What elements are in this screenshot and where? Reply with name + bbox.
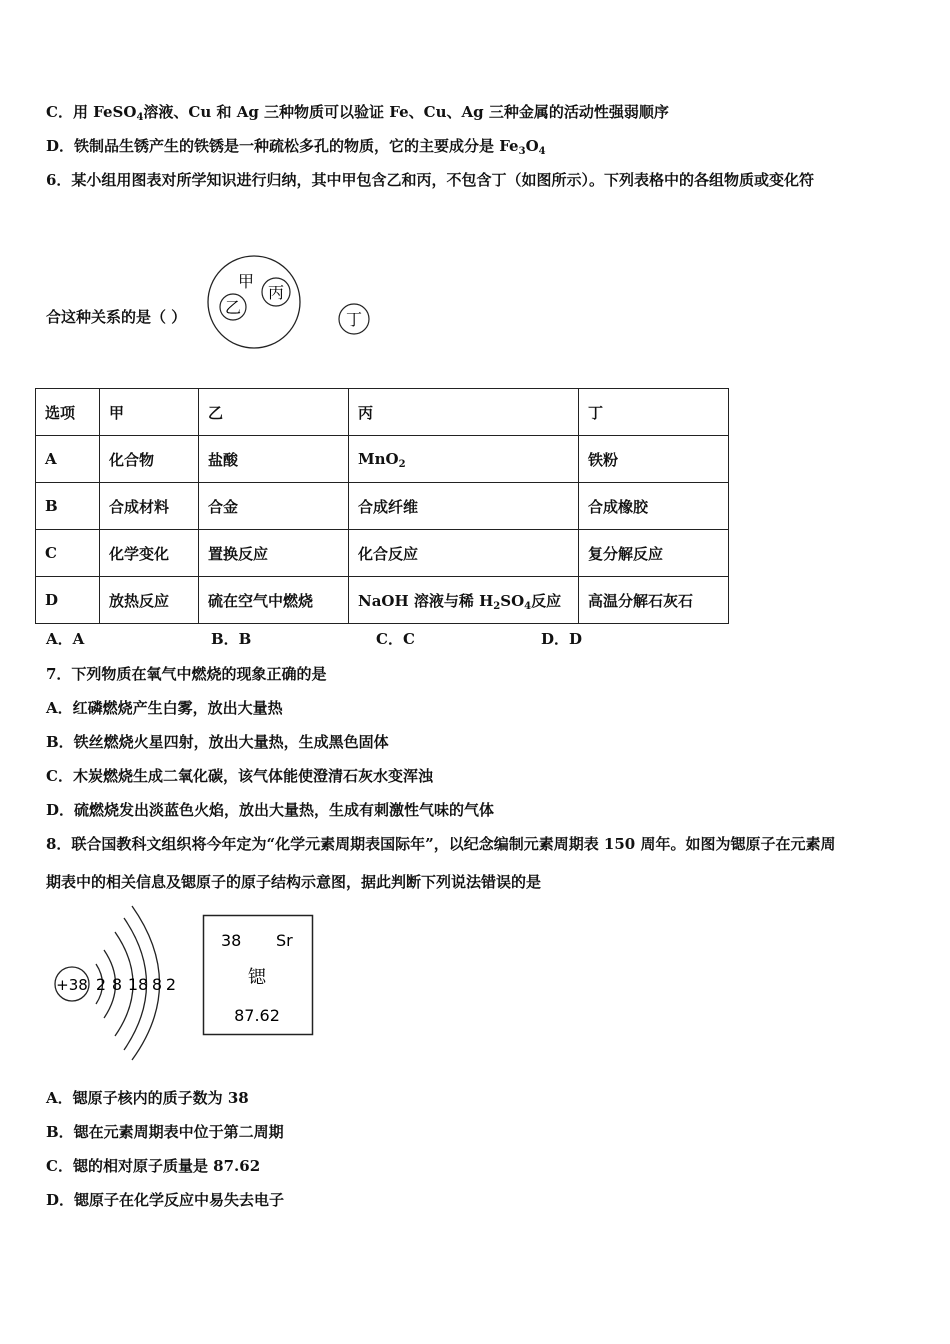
shell-electron-count: 2 — [95, 975, 107, 994]
cell-ding: 合成橡胶 — [579, 483, 729, 530]
question8-stem: 8．联合国教科文组织将今年定为“化学元素周期表国际年”，以纪念编制元素周期表 150 周年。如图为锶原子在元素周 — [46, 835, 836, 853]
header-cell: 乙 — [199, 389, 349, 436]
text-part: D．铁制品生锈产生的铁锈是一种疏松多孔的物质，它的主要成分是 Fe — [46, 137, 519, 155]
atomic-number: 38 — [221, 931, 242, 950]
cell-ding: 高温分解石灰石 — [579, 577, 729, 624]
question8-option-d[interactable]: D．锶原子在化学反应中易失去电子 — [46, 1191, 285, 1209]
cell-option: A — [36, 436, 100, 483]
element-symbol: Sr — [276, 931, 293, 950]
set-jia-label: 甲 — [238, 272, 255, 291]
shell-electron-count: 8 — [111, 975, 123, 994]
option-b[interactable]: B．B — [211, 630, 252, 648]
question5-option-d — [46, 136, 546, 156]
cell-yi: 置换反应 — [199, 530, 349, 577]
cell-bing: 化合反应 — [349, 530, 579, 577]
option-d[interactable]: D．D — [541, 630, 583, 648]
atom-structure-diagram — [45, 900, 185, 1062]
table-header-row — [36, 389, 729, 436]
question8-option-b[interactable]: B．锶在元素周期表中位于第二周期 — [46, 1123, 284, 1141]
question5-option-c — [46, 102, 669, 122]
text-part: MnO — [358, 450, 399, 468]
text-part: C．用 FeSO — [46, 103, 137, 121]
question7-option-b[interactable]: B．铁丝燃烧火星四射，放出大量热，生成黑色固体 — [46, 733, 389, 751]
question6-stem: 6．某小组用图表对所学知识进行归纳，其中甲包含乙和丙，不包含丁（如图所示）。下列表格中的各组物质或变化符 — [46, 171, 814, 189]
cell-yi: 硫在空气中燃烧 — [199, 577, 349, 624]
question8-stem-continued: 期表中的相关信息及锶原子的原子结构示意图，据此判断下列说法错误的是 — [46, 873, 542, 891]
cell-option: D — [36, 577, 100, 624]
subscript: 2 — [493, 600, 501, 612]
header-cell: 选项 — [36, 389, 100, 436]
subscript: 3 — [518, 146, 526, 157]
question6-stem-continued: 合这种关系的是（ ） — [46, 308, 187, 326]
cell-bing — [349, 577, 579, 624]
shell-electron-count: 18 — [127, 975, 149, 994]
question7-option-a[interactable]: A．红磷燃烧产生白雾，放出大量热 — [46, 699, 283, 717]
table-row — [36, 577, 729, 624]
text-part: O — [525, 137, 539, 155]
table-row — [36, 436, 729, 483]
subscript: 4 — [524, 600, 532, 612]
option-a[interactable]: A．A — [46, 630, 85, 648]
text-part: 溶液、Cu 和 Ag 三种物质可以验证 Fe、Cu、Ag 三种金属的活动性强弱顺序 — [143, 103, 669, 121]
option-c[interactable]: C．C — [376, 630, 415, 648]
question7-option-c[interactable]: C．木炭燃烧生成二氧化碳，该气体能使澄清石灰水变浑浊 — [46, 767, 433, 785]
text-part: SO — [500, 591, 525, 610]
shell-electron-count: 8 — [151, 975, 163, 994]
question7-stem: 7．下列物质在氧气中燃烧的现象正确的是 — [46, 665, 327, 683]
nucleus-charge: +38 — [56, 976, 88, 994]
subscript: 2 — [398, 459, 406, 470]
question8-option-a[interactable]: A．锶原子核内的质子数为 38 — [46, 1089, 249, 1107]
text-part: 反应 — [531, 591, 562, 610]
cell-option: C — [36, 530, 100, 577]
cell-ding: 复分解反应 — [579, 530, 729, 577]
atomic-mass: 87.62 — [234, 1006, 280, 1025]
shell-electron-count: 2 — [165, 975, 177, 994]
venn-diagram — [200, 255, 385, 350]
set-ding-label: 丁 — [346, 310, 363, 329]
element-card — [202, 914, 316, 1038]
question6-options — [46, 628, 686, 650]
cell-option: B — [36, 483, 100, 530]
subscript: 4 — [538, 146, 546, 157]
header-cell: 甲 — [100, 389, 199, 436]
cell-jia: 化学变化 — [100, 530, 199, 577]
subscript: 4 — [136, 112, 144, 123]
question7-option-d[interactable]: D．硫燃烧发出淡蓝色火焰，放出大量热，生成有刺激性气味的气体 — [46, 801, 495, 819]
set-yi-label: 乙 — [225, 298, 242, 317]
set-bing-label: 丙 — [268, 283, 285, 302]
header-cell: 丁 — [579, 389, 729, 436]
cell-bing: 合成纤维 — [349, 483, 579, 530]
cell-yi: 合金 — [199, 483, 349, 530]
text-part: NaOH 溶液与稀 H — [358, 591, 494, 610]
question8-option-c[interactable]: C．锶的相对原子质量是 87.62 — [46, 1157, 261, 1175]
table-row — [36, 483, 729, 530]
table-row — [36, 530, 729, 577]
cell-bing — [349, 436, 579, 483]
cell-ding: 铁粉 — [579, 436, 729, 483]
element-name: 锶 — [248, 967, 266, 988]
cell-jia: 合成材料 — [100, 483, 199, 530]
question6-table — [35, 388, 729, 624]
header-cell: 丙 — [349, 389, 579, 436]
cell-jia: 放热反应 — [100, 577, 199, 624]
cell-yi: 盐酸 — [199, 436, 349, 483]
cell-jia: 化合物 — [100, 436, 199, 483]
